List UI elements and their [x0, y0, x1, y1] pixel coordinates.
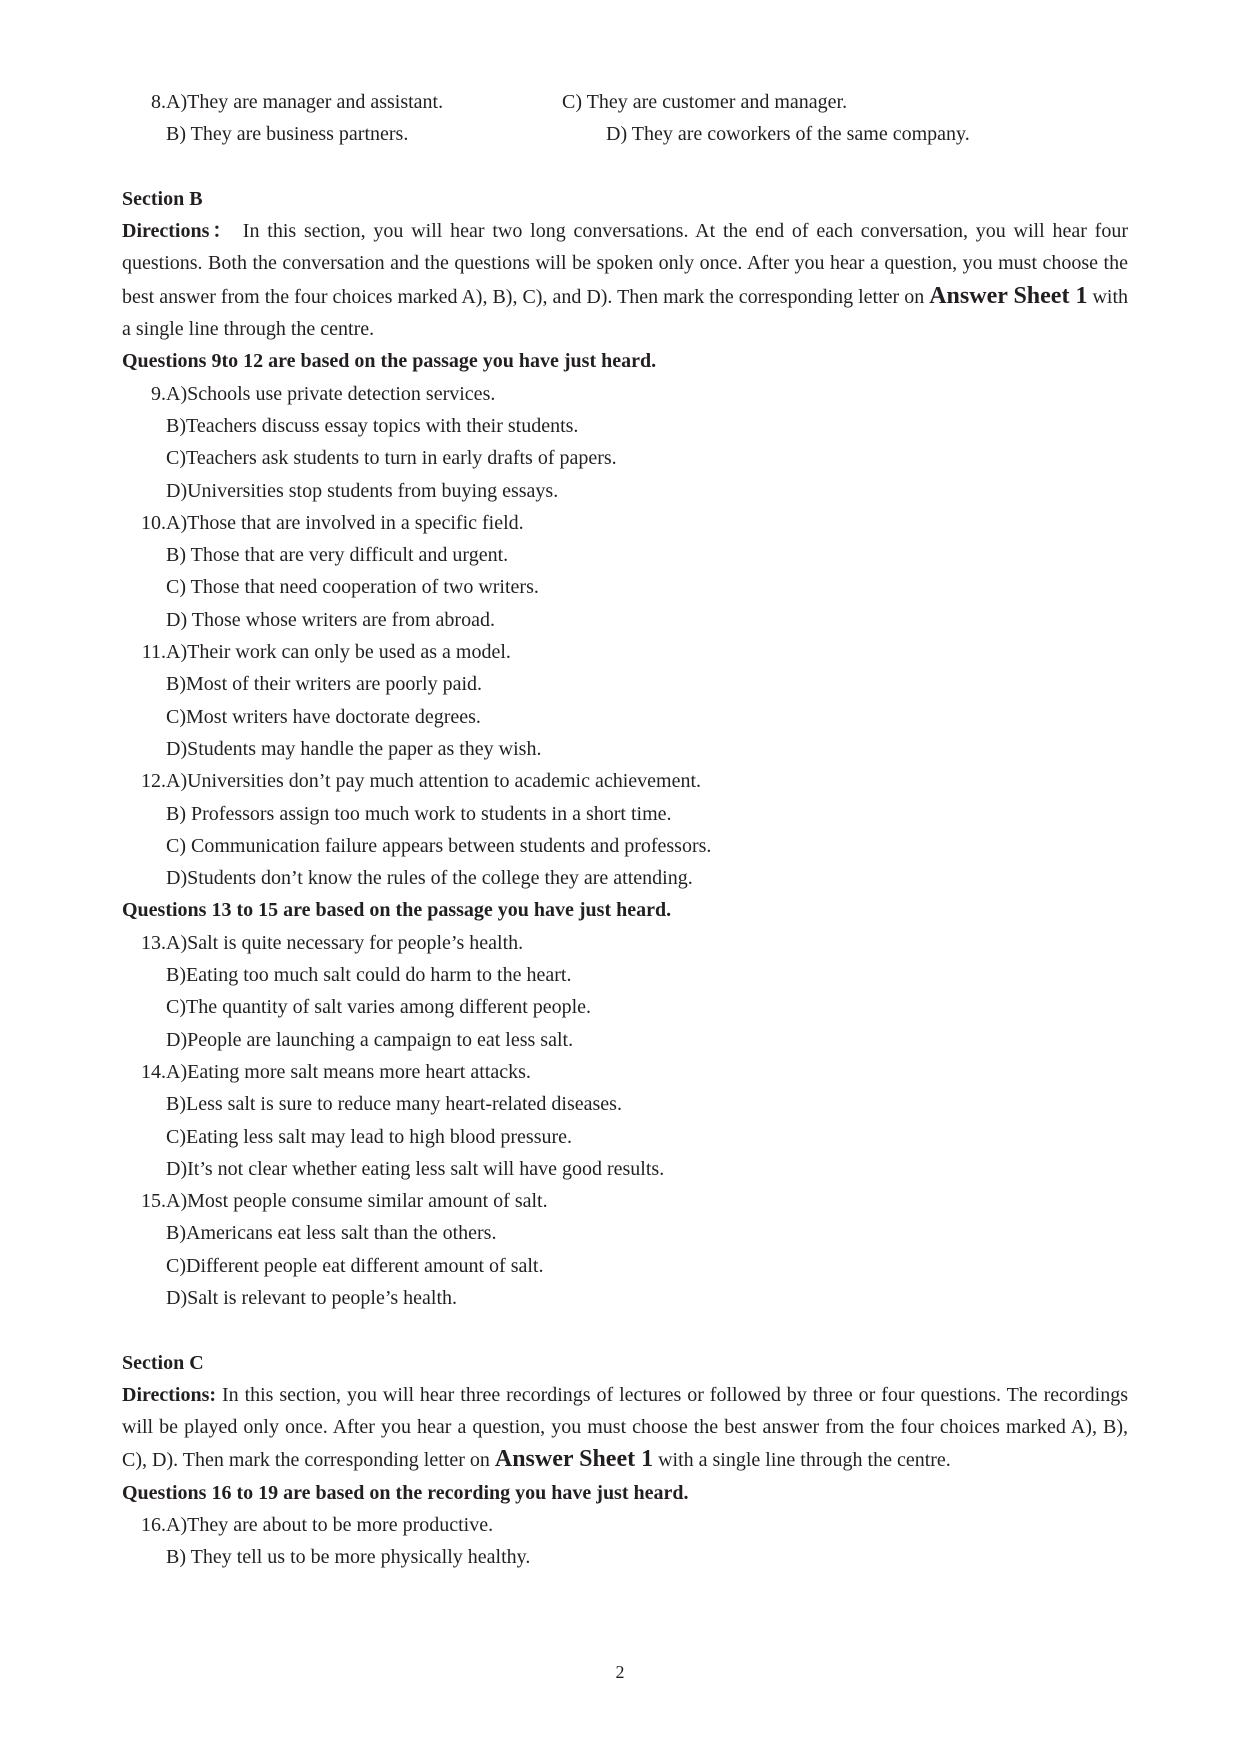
question-number: 10.	[141, 511, 166, 534]
question-option	[122, 959, 1128, 991]
option-text: B)Most of their writers are poorly paid.	[166, 673, 483, 696]
question-8	[122, 86, 1128, 118]
option-text: B)Teachers discuss essay topics with their students.	[166, 414, 579, 437]
question-option	[122, 1024, 1128, 1056]
option-text: C)Teachers ask students to turn in early drafts of papers.	[166, 447, 617, 470]
question-number: 9.	[151, 382, 166, 405]
option-d: D) They are coworkers of the same company.	[606, 123, 970, 146]
directions-label: Directions:	[122, 1383, 217, 1406]
option-text: B) Those that are very difficult and urgent.	[166, 544, 509, 567]
option-text: A)They are about to be more productive.	[166, 1514, 494, 1537]
option-text: C)Most writers have doctorate degrees.	[166, 705, 481, 728]
option-text: C)Different people eat different amount of salt.	[166, 1254, 544, 1277]
question-option	[122, 668, 1128, 700]
question-option	[122, 765, 1128, 797]
question-number: 11.	[141, 641, 166, 664]
page-number: 2	[615, 1662, 625, 1682]
question-option	[122, 1088, 1128, 1120]
question-option	[122, 1185, 1128, 1217]
question-option	[122, 1153, 1128, 1185]
option-text: B)Eating too much salt could do harm to the heart.	[166, 964, 572, 987]
question-8-row-2	[122, 118, 1128, 150]
option-text: C)The quantity of salt varies among different people.	[166, 996, 592, 1019]
question-number: 14.	[141, 1060, 166, 1083]
option-text: B)Americans eat less salt than the others.	[166, 1222, 497, 1245]
option-text: A)Universities don’t pay much attention to academic achievement.	[166, 770, 702, 793]
option-text: D)Salt is relevant to people’s health.	[166, 1286, 458, 1309]
question-option	[122, 604, 1128, 636]
question-option	[122, 475, 1128, 507]
question-option	[122, 1217, 1128, 1249]
option-text: A)Schools use private detection services.	[166, 382, 496, 405]
question-option	[122, 442, 1128, 474]
question-option	[122, 539, 1128, 571]
option-text: D)Students don’t know the rules of the college they are attending.	[166, 867, 693, 890]
option-text: A)Most people consume similar amount of salt.	[166, 1190, 548, 1213]
section-title: Section B	[122, 187, 203, 210]
option-text: A)Salt is quite necessary for people’s health.	[166, 931, 524, 954]
option-text: C) Communication failure appears between students and professors.	[166, 834, 712, 857]
directions-text: In this section, you will hear three recordings of lectures or followed by three or four questions. The recordings will be played only once. After you hear a question, you must choose the best answer from the four choices marked A), B), C), D). Then mark the corresponding letter on	[122, 1383, 1128, 1472]
question-option	[122, 798, 1128, 830]
question-option	[122, 1541, 1128, 1573]
section-title: Section C	[122, 1351, 204, 1374]
answer-sheet-emphasis: Answer Sheet 1	[494, 1446, 654, 1473]
directions-label: Directions：	[122, 220, 235, 243]
option-text: D) Those whose writers are from abroad.	[166, 608, 495, 631]
question-option	[122, 991, 1128, 1023]
question-number: 8.	[151, 91, 166, 113]
question-option	[122, 507, 1128, 539]
directions-paragraph	[122, 215, 1128, 345]
section-b	[122, 183, 1128, 1314]
directions-paragraph	[122, 1379, 1128, 1477]
option-text: D)It’s not clear whether eating less salt will have good results.	[166, 1157, 665, 1180]
directions-text: with a single line through the centre.	[653, 1449, 951, 1472]
question-number: 16.	[141, 1514, 166, 1537]
option-text: A)Those that are involved in a specific field.	[166, 511, 524, 534]
question-option	[122, 1121, 1128, 1153]
option-text: A)Eating more salt means more heart attacks.	[166, 1060, 531, 1083]
option-text: C) Those that need cooperation of two writers.	[166, 576, 539, 599]
question-option	[122, 1250, 1128, 1282]
question-option	[122, 410, 1128, 442]
directions-text: with a single line through the centre.	[122, 285, 1129, 341]
question-group-heading: Questions 9to 12 are based on the passage you have just heard.	[122, 350, 657, 373]
question-option	[122, 927, 1128, 959]
question-number: 13.	[141, 931, 166, 954]
document-page	[122, 86, 1128, 1574]
question-group-heading: Questions 13 to 15 are based on the passage you have just heard.	[122, 899, 672, 922]
question-number: 12.	[141, 770, 166, 793]
option-text: A)Their work can only be used as a model.	[166, 641, 511, 664]
option-c: C) They are customer and manager.	[562, 91, 848, 113]
option-text: B) They tell us to be more physically healthy.	[166, 1546, 531, 1569]
question-option	[122, 1509, 1128, 1541]
question-number: 15.	[141, 1190, 166, 1213]
option-text: B)Less salt is sure to reduce many heart-related diseases.	[166, 1093, 622, 1116]
option-text: B) Professors assign too much work to students in a short time.	[166, 802, 672, 825]
question-option	[122, 733, 1128, 765]
option-a: A)They are manager and assistant.	[166, 91, 444, 113]
question-option	[122, 1282, 1128, 1314]
question-option	[122, 830, 1128, 862]
question-option	[122, 862, 1128, 894]
question-group-heading: Questions 16 to 19 are based on the recording you have just heard.	[122, 1481, 689, 1504]
question-option	[122, 378, 1128, 410]
question-option	[122, 701, 1128, 733]
option-b: B) They are business partners.	[166, 123, 409, 146]
option-text: D)Students may handle the paper as they wish.	[166, 737, 542, 760]
answer-sheet-emphasis: Answer Sheet 1	[929, 282, 1088, 309]
option-text: C)Eating less salt may lead to high blood pressure.	[166, 1125, 573, 1148]
question-option	[122, 1056, 1128, 1088]
question-option	[122, 571, 1128, 603]
question-option	[122, 636, 1128, 668]
directions-text: In this section, you will hear two long conversations. At the end of each conversation, you will hear four questions. Both the conversation and the questions will be spoken only once. After you hear a question, you must choose the best answer from the four choices marked A), B), C), and D). Then mark the corresponding letter on	[122, 220, 1128, 308]
option-text: D)Universities stop students from buying essays.	[166, 479, 559, 502]
section-c	[122, 1347, 1128, 1574]
option-text: D)People are launching a campaign to eat less salt.	[166, 1028, 574, 1051]
